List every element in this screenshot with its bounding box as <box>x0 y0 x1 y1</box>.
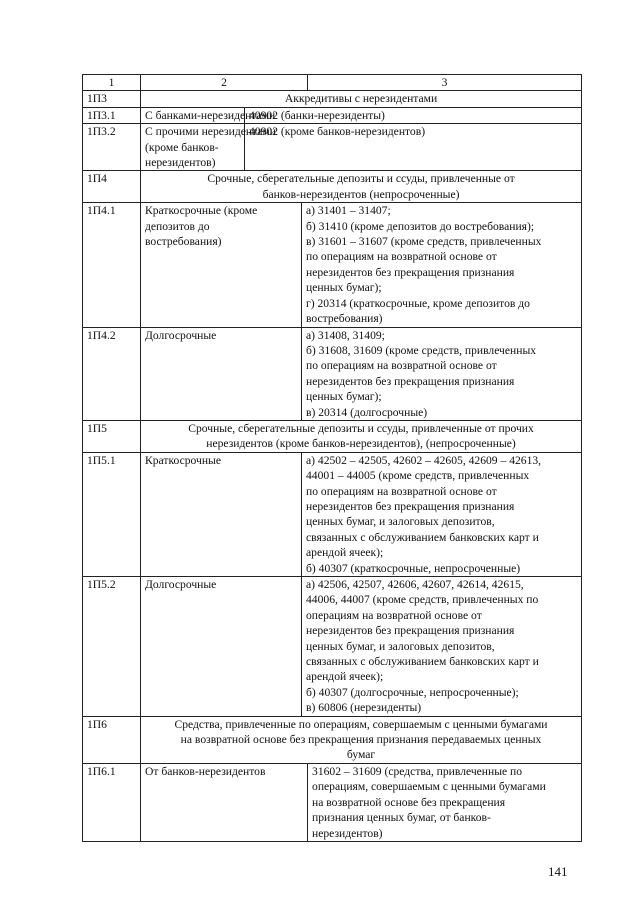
section-row <box>83 91 582 107</box>
text-line: по операциям на возвратной основе от <box>306 250 497 264</box>
row-code: 1П5.1 <box>83 452 141 576</box>
page-number: 141 <box>548 864 568 879</box>
accounts-table <box>82 74 582 842</box>
item-name <box>141 107 276 123</box>
item-accounts <box>302 452 582 576</box>
text-line: нерезидентов без прекращения признания <box>306 499 515 513</box>
section-title <box>141 171 582 203</box>
row-code: 1П3 <box>83 91 141 107</box>
text-line: а) 31408, 31409; <box>306 328 385 342</box>
text-line: Срочные, сберегательные депозиты и ссуды, привлеченные от <box>207 172 515 186</box>
item-name <box>141 203 302 327</box>
text-line: операциям, совершаемым с ценными бумагами <box>312 780 546 794</box>
row-code: 1П4.2 <box>83 327 141 420</box>
text-line: а) 42502 – 42505, 42602 – 42605, 42609 – 42613, <box>306 453 542 467</box>
text-line: банков-нерезидентов (непросроченные) <box>262 187 460 201</box>
text-line: б) 31410 (кроме депозитов до востребования); <box>306 219 535 233</box>
text-line: связанных с обслуживанием банковских карт и <box>306 655 539 669</box>
section-row <box>83 716 582 763</box>
item-accounts <box>302 577 582 717</box>
text-line: нерезидентов (кроме банков-нерезидентов), (непросроченные) <box>206 437 516 451</box>
header-col-1: 1 <box>83 75 141 91</box>
text-line: С прочими нерезидентами <box>145 125 276 139</box>
item-accounts <box>245 107 582 123</box>
text-line: нерезидентов) <box>145 156 216 170</box>
item-name <box>141 452 302 576</box>
text-line: б) 40307 (краткосрочные, непросроченные) <box>306 561 521 575</box>
text-line: Аккредитивы с нерезидентами <box>284 92 438 106</box>
item-name <box>141 327 302 420</box>
row-code: 1П3.2 <box>83 124 141 171</box>
header-col-2: 2 <box>141 75 308 91</box>
section-title <box>141 716 582 763</box>
text-line: а) 42506, 42507, 42606, 42607, 42614, 42615, <box>306 578 524 591</box>
text-line: Краткосрочные <box>145 453 221 467</box>
item-row <box>83 452 582 576</box>
item-row <box>83 124 582 171</box>
text-line: на возвратной основе без прекращения признания передаваемых ценных <box>180 733 542 747</box>
text-line: востребования) <box>145 235 222 249</box>
table-body <box>83 75 582 842</box>
item-name <box>141 124 276 171</box>
item-name <box>141 577 302 717</box>
text-line: по операциям на возвратной основе от <box>306 484 497 498</box>
text-line: арендой ячеек); <box>306 670 384 684</box>
text-line: на возвратной основе без прекращения <box>312 795 506 809</box>
section-title <box>141 91 582 107</box>
text-line: бумаг <box>346 748 376 762</box>
text-line: а) 31401 – 31407; <box>306 204 391 218</box>
text-line: Срочные, сберегательные депозиты и ссуды, привлеченные от прочих <box>188 421 534 435</box>
text-line: 40902 (банки-нерезиденты) <box>249 108 385 122</box>
text-line: (кроме банков- <box>145 140 219 154</box>
text-line: востребования) <box>306 312 383 326</box>
item-accounts <box>302 203 582 327</box>
text-line: б) 31608, 31609 (кроме средств, привлеченных <box>306 343 537 357</box>
item-row <box>83 763 582 841</box>
text-line: нерезидентов без прекращения признания <box>306 624 515 638</box>
text-line: Краткосрочные (кроме <box>145 204 258 218</box>
item-row <box>83 327 582 420</box>
text-line: ценных бумаг); <box>306 281 382 295</box>
text-line: ценных бумаг, и залоговых депозитов, <box>306 515 495 529</box>
text-line: депозитов до <box>145 219 210 233</box>
section-row <box>83 420 582 452</box>
item-row <box>83 577 582 717</box>
text-line: признания ценных бумаг, от банков- <box>312 811 491 825</box>
item-accounts <box>245 124 582 171</box>
text-line: От банков-нерезидентов <box>145 764 266 778</box>
text-line: 44001 – 44005 (кроме средств, привлеченных <box>306 469 530 483</box>
text-line: ценных бумаг, и залоговых депозитов, <box>306 639 495 653</box>
text-line: арендой ячеек); <box>306 546 384 560</box>
item-row <box>83 107 582 123</box>
text-line: 31602 – 31609 (средства, привлеченные по <box>312 764 523 778</box>
row-code: 1П3.1 <box>83 107 141 123</box>
row-code: 1П5 <box>83 420 141 452</box>
row-code: 1П6.1 <box>83 763 141 841</box>
section-title <box>141 420 582 452</box>
text-line: г) 20314 (краткосрочные, кроме депозитов до <box>306 296 530 310</box>
text-line: С банками-нерезидентами <box>145 108 276 122</box>
header-col-3: 3 <box>308 75 582 91</box>
row-code: 1П4 <box>83 171 141 203</box>
text-line: 40902 (кроме банков-нерезидентов) <box>249 125 426 139</box>
text-line: Средства, привлеченные по операциям, совершаемым с ценными бумагами <box>174 717 548 731</box>
item-accounts <box>308 763 582 841</box>
text-line: б) 40307 (долгосрочные, непросроченные); <box>306 685 519 699</box>
text-line: 44006, 44007 (кроме средств, привлеченных по <box>306 593 539 607</box>
text-line: нерезидентов без прекращения признания <box>306 374 515 388</box>
section-row <box>83 171 582 203</box>
text-line: нерезидентов) <box>312 826 383 840</box>
row-code: 1П4.1 <box>83 203 141 327</box>
text-line: связанных с обслуживанием банковских карт и <box>306 530 539 544</box>
item-name <box>141 763 308 841</box>
text-line: в) 31601 – 31607 (кроме средств, привлеченных <box>306 235 542 249</box>
text-line: ценных бумаг); <box>306 390 382 404</box>
text-line: по операциям на возвратной основе от <box>306 359 497 373</box>
text-line: Долгосрочные <box>145 578 217 591</box>
text-line: нерезидентов без прекращения признания <box>306 265 515 279</box>
item-row <box>83 203 582 327</box>
text-line: операциям на возвратной основе от <box>306 608 482 622</box>
row-code: 1П5.2 <box>83 577 141 717</box>
text-line: в) 20314 (долгосрочные) <box>306 405 428 419</box>
item-accounts <box>302 327 582 420</box>
row-code: 1П6 <box>83 716 141 763</box>
text-line: Долгосрочные <box>145 328 217 342</box>
text-line: в) 60806 (нерезиденты) <box>306 701 422 715</box>
header-row <box>83 75 582 91</box>
